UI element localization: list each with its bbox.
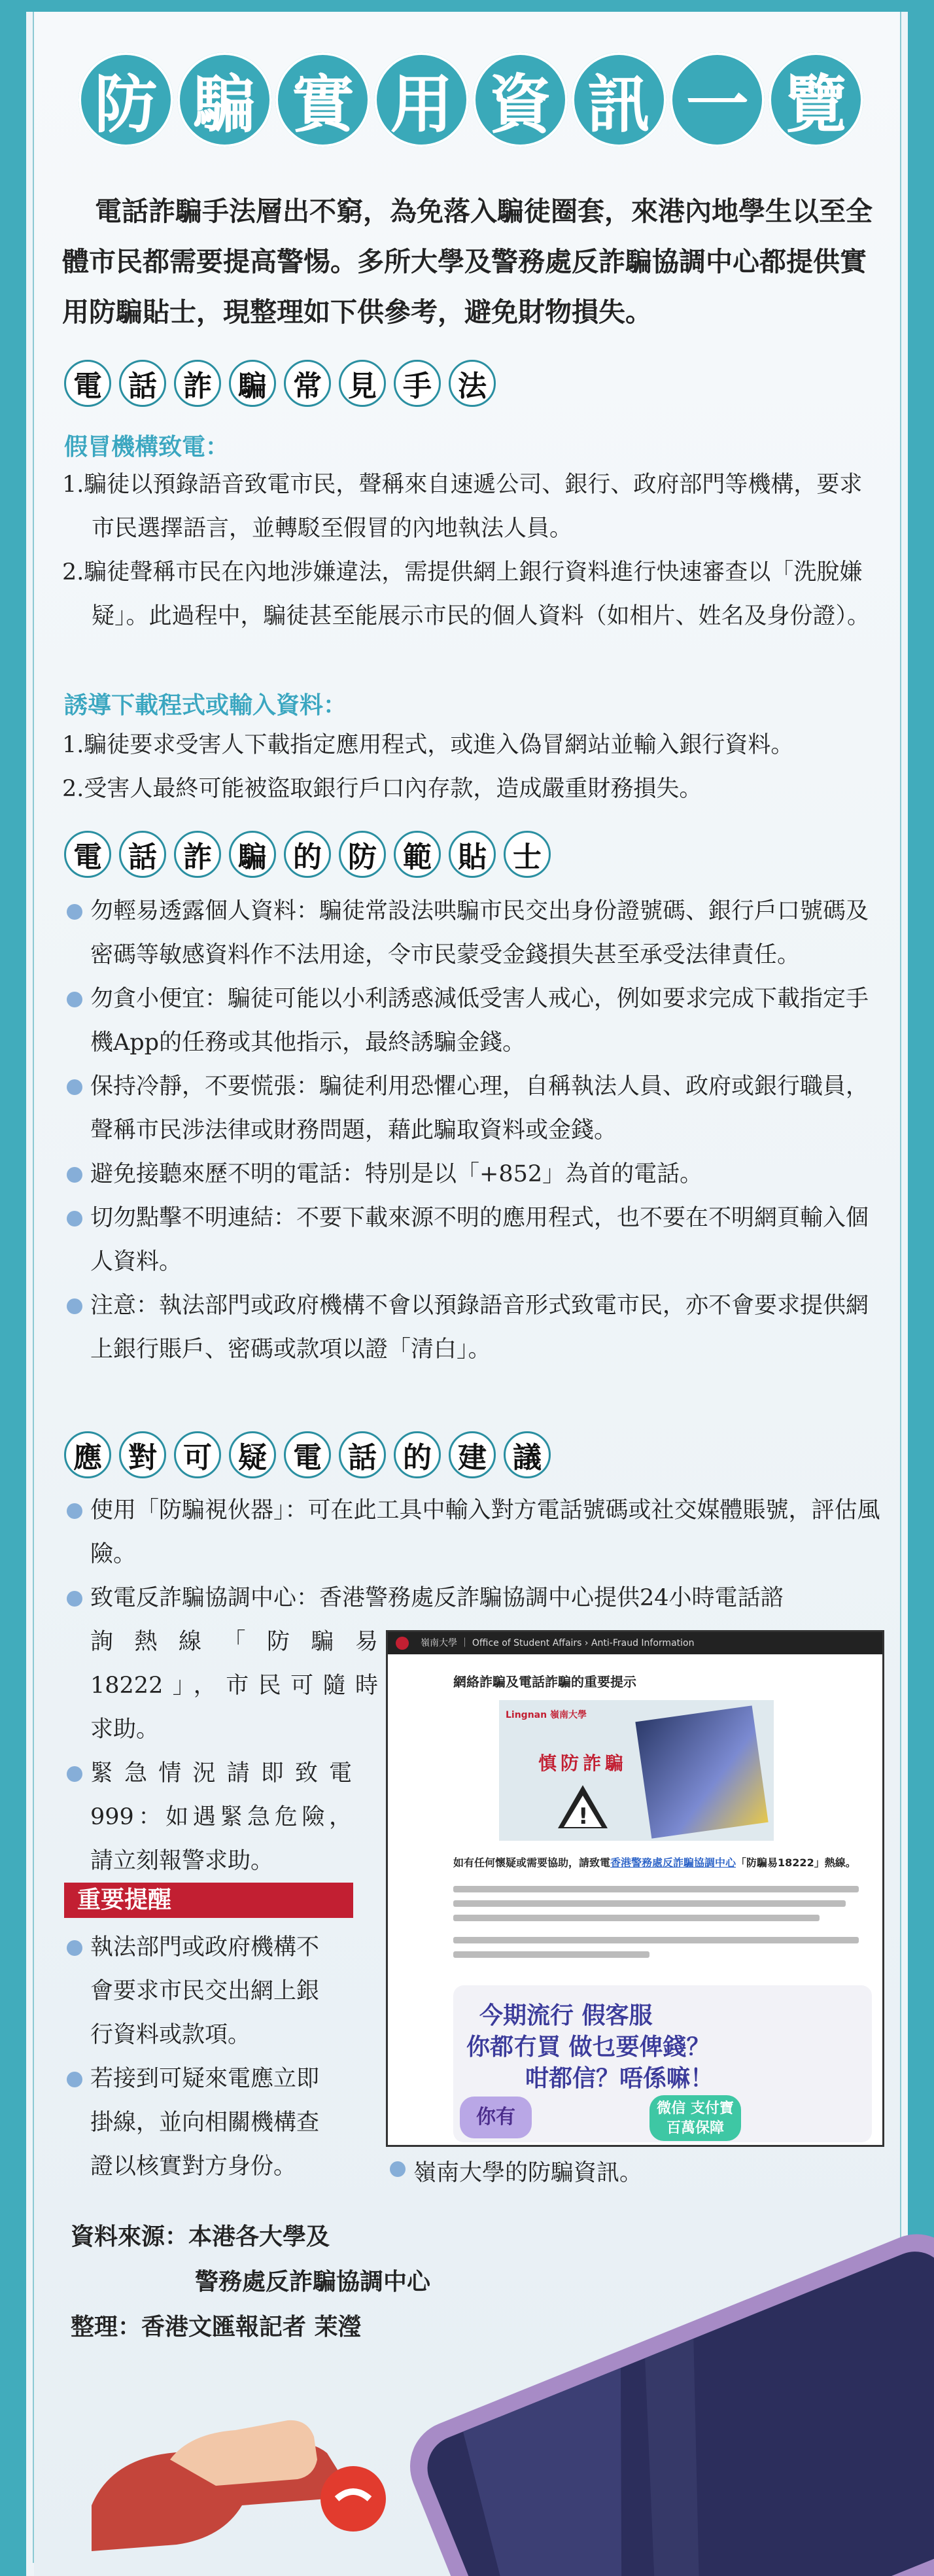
heading-char: 手: [394, 360, 441, 407]
bubble-line: 你都冇買 做乜要俾錢？: [466, 2034, 710, 2061]
heading-char: 士: [504, 831, 551, 878]
bubble-tag: 你有: [460, 2097, 532, 2138]
text-placeholder-line: [453, 1886, 859, 1892]
subhead-impersonation: 假冒機構致電：: [64, 434, 230, 461]
heading-char: 騙: [229, 831, 276, 878]
hotline-link[interactable]: 香港警務處反詐騙協調中心: [610, 1856, 736, 1869]
advice-text: 18222」，市民可隨時: [90, 1673, 378, 1699]
source-line: 警務處反詐騙協調中心: [195, 2269, 431, 2295]
text-placeholder-line: [453, 1900, 846, 1907]
circle-bullet-icon: [67, 1591, 82, 1607]
reminder-2: [64, 2057, 352, 2189]
circle-bullet-icon: [67, 1940, 82, 1956]
title-char: 防: [78, 52, 173, 147]
inner-line-left: [33, 12, 34, 2563]
screenshot-banner: [499, 1700, 774, 1841]
list-item: 2.騙徒聲稱市民在內地涉嫌違法，需提供網上銀行資料進行快速審查以「洗脫嫌疑」。此過程中，騙徒甚至能展示市民的個人資料（如相片、姓名及身份證）。: [62, 559, 871, 629]
title-char: 訊: [572, 52, 666, 147]
advice-text: 請立刻報警求助。: [90, 1848, 274, 1874]
title-char: 覽: [769, 52, 863, 147]
section1-list1: [62, 463, 883, 638]
reminder-text: 若接到可疑來電應立即: [90, 2066, 320, 2092]
section1-list2: [62, 723, 883, 811]
lingnan-screenshot: [386, 1630, 884, 2147]
subhead-download: 誘導下載程式或輸入資料：: [64, 692, 347, 719]
reminder-text: 證以核實對方身份。: [90, 2153, 297, 2180]
list-item: 1.騙徒要求受害人下載指定應用程式，或進入偽冒網站並輸入銀行資料。: [62, 732, 794, 758]
advice-text: 999：如遇緊急危險，: [90, 1804, 352, 1830]
exclamation-icon: !: [578, 1803, 589, 1830]
list-item: [64, 1926, 352, 2057]
frame-top: [0, 0, 934, 12]
reminder-text: 執法部門或政府機構不: [90, 1934, 320, 1960]
tip-text: 注意：執法部門或政府機構不會以預錄語音形式致電市民，亦不會要求提供網上銀行賬戶、密碼或款項以證「清白」。: [90, 1293, 869, 1363]
hotline-prefix: 如有任何懷疑或需要協助，請致電: [453, 1856, 611, 1869]
source-line: 整理：香港文匯報記者 茉瀅: [71, 2314, 362, 2341]
bubble-line: 咁都信？唔係嘛！: [525, 2065, 714, 2092]
bubble-tag: 微信 支付寶 百萬保障: [649, 2095, 741, 2141]
heading-char: 對: [119, 1431, 166, 1478]
circle-bullet-icon: [67, 1503, 82, 1519]
bubble-line: 今期流行 假客服: [479, 2002, 653, 2029]
reminder-text: 掛線，並向相關機構查: [90, 2110, 320, 2136]
list-item: [64, 1153, 885, 1196]
section3-heading: [64, 1431, 551, 1478]
lingnan-wordmark: Lingnan 嶺南大學: [506, 1710, 587, 1720]
tip-text: 保持冷靜，不要慌張：騙徒利用恐懼心理，自稱執法人員、政府或銀行職員，聲稱市民涉法律或財務問題，藉此騙取資料或金錢。: [90, 1073, 869, 1143]
heading-char: 電: [284, 1431, 331, 1478]
heading-char: 應: [64, 1431, 111, 1478]
important-label: 重要提醒: [64, 1883, 353, 1918]
heading-char: 話: [119, 360, 166, 407]
text-placeholder-line: [453, 1915, 820, 1921]
circle-bullet-icon: [67, 992, 82, 1007]
title-char: 實: [275, 52, 370, 147]
reminder-text: 會要求市民交出網上銀: [90, 1978, 320, 2004]
tip-text: 避免接聽來歷不明的電話：特別是以「+852」為首的電話。: [90, 1161, 703, 1187]
list-item: [64, 1489, 885, 1576]
circle-bullet-icon: [67, 1211, 82, 1227]
list-item: [64, 2057, 352, 2189]
heading-char: 電: [64, 831, 111, 878]
caption-text: 嶺南大學的防騙資訊。: [413, 2160, 643, 2186]
list-item: [64, 1196, 885, 1284]
list-item: [64, 1284, 885, 1372]
phones-illustration: [635, 1705, 768, 1838]
circle-bullet-icon: [67, 2072, 82, 2087]
reminder-text: 行資料或款項。: [90, 2022, 251, 2048]
decline-button-icon: [320, 2466, 386, 2532]
screenshot-hotline-line: [453, 1854, 856, 1870]
heading-char: 常: [284, 360, 331, 407]
heading-char: 議: [504, 1431, 551, 1478]
warn-text: 慎防詐騙: [538, 1752, 628, 1774]
list-item: [64, 1576, 885, 1620]
list-item: 2.受害人最終可能被盜取銀行戶口內存款，造成嚴重財務損失。: [62, 776, 702, 802]
tip-text: 勿貪小便宜：騙徒可能以小利誘惑減低受害人戒心，例如要求完成下載指定手機App的任務或其他指示，最終誘騙金錢。: [90, 986, 869, 1056]
circle-bullet-icon: [67, 1298, 82, 1314]
heading-char: 的: [284, 831, 331, 878]
list-item: 1.騙徒以預錄語音致電市民，聲稱來自速遞公司、銀行、政府部門等機構，要求市民選擇語言，並轉駁至假冒的內地執法人員。: [62, 472, 863, 542]
screenshot-caption: [390, 2155, 642, 2187]
screenshot-title: 網絡詐騙及電話詐騙的重要提示: [453, 1674, 636, 1690]
title-char: 資: [473, 52, 568, 147]
circle-bullet-icon: [67, 1766, 82, 1782]
heading-char: 貼: [449, 831, 496, 878]
title-char: 用: [374, 52, 469, 147]
heading-char: 法: [449, 360, 496, 407]
inner-line-right: [900, 12, 901, 2563]
hand-illustration: [92, 2381, 392, 2576]
heading-char: 話: [339, 1431, 386, 1478]
section3-item2-cont: [64, 1620, 378, 1752]
page-title: [78, 52, 863, 150]
heading-char: 的: [394, 1431, 441, 1478]
section3-item2: [64, 1576, 885, 1620]
text-placeholder-line: [453, 1937, 859, 1943]
heading-char: 疑: [229, 1431, 276, 1478]
title-char: 一: [670, 52, 765, 147]
list-item: [64, 890, 885, 977]
section1-heading: [64, 360, 496, 407]
circle-bullet-icon: [67, 904, 82, 920]
screenshot-topbar: [388, 1632, 882, 1654]
heading-char: 範: [394, 831, 441, 878]
heading-char: 防: [339, 831, 386, 878]
advice-text: 致電反詐騙協調中心：香港警務處反詐騙協調中心提供24小時電話諮: [90, 1585, 784, 1611]
section2-heading: [64, 831, 551, 878]
lingnan-logo-icon: [396, 1637, 409, 1650]
list-item: [64, 977, 885, 1065]
heading-char: 建: [449, 1431, 496, 1478]
heading-char: 騙: [229, 360, 276, 407]
advice-text: 求助。: [90, 1716, 160, 1743]
advice-text: 使用「防騙視伙器」：可在此工具中輸入對方電話號碼或社交媒體賬號，評估風險。: [90, 1497, 880, 1567]
screenshot-bar-text: 嶺南大學 ｜ Office of Student Affairs › Anti-Fraud Information: [421, 1638, 695, 1648]
heading-char: 見: [339, 360, 386, 407]
frame-right: [908, 0, 934, 2576]
heading-char: 詐: [174, 360, 221, 407]
source-line: 資料來源：本港各大學及: [71, 2223, 330, 2250]
section3-item1: [64, 1489, 885, 1576]
chat-bubble: [453, 1985, 872, 2142]
intro-paragraph: 電話詐騙手法層出不窮，為免落入騙徒圈套，來港內地學生以至全體市民都需要提高警惕。多所大學及警務處反詐騙協調中心都提供實用防騙貼士，現整理如下供參考，避免財物損失。: [62, 196, 873, 328]
section3-item3: [64, 1752, 352, 1883]
section2-tips: [64, 890, 885, 1372]
hotline-suffix: 「防騙易18222」熱線。: [736, 1856, 856, 1869]
heading-char: 話: [119, 831, 166, 878]
circle-bullet-icon: [67, 1079, 82, 1095]
circle-bullet-icon: [67, 1167, 82, 1183]
heading-char: 電: [64, 360, 111, 407]
reminder-1: [64, 1926, 352, 2057]
tip-text: 切勿點擊不明連結：不要下載來源不明的應用程式，也不要在不明網頁輸入個人資料。: [90, 1205, 869, 1275]
list-item: [64, 1065, 885, 1153]
text-placeholder-line: [453, 1951, 649, 1958]
heading-char: 詐: [174, 831, 221, 878]
frame-left: [0, 0, 26, 2576]
circle-bullet-icon: [390, 2161, 406, 2177]
advice-text: 詢熱線「防騙易: [90, 1629, 378, 1655]
advice-text: 緊急情況請即致電: [90, 1760, 352, 1786]
source-credit: [71, 2214, 430, 2350]
heading-char: 可: [174, 1431, 221, 1478]
list-item: [64, 1752, 352, 1883]
title-char: 騙: [177, 52, 272, 147]
tip-text: 勿輕易透露個人資料：騙徒常設法哄騙市民交出身份證號碼、銀行戶口號碼及密碼等敏感資料作不法用途，令市民蒙受金錢損失甚至承受法律責任。: [90, 898, 869, 968]
